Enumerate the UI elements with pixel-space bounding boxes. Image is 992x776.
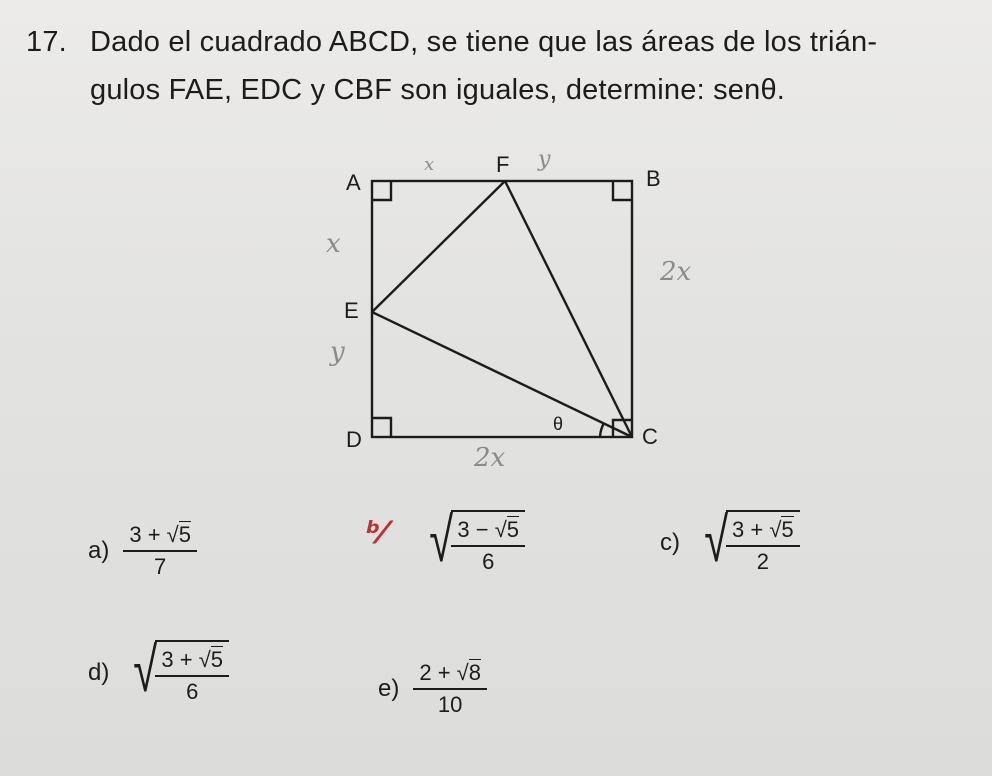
- option-c[interactable]: [660, 506, 800, 575]
- red-check-mark: ᵇ⁄: [366, 516, 386, 551]
- label-e: E: [344, 298, 359, 323]
- label-c: C: [642, 424, 658, 449]
- option-c-label: c): [660, 528, 680, 556]
- option-a-fraction: $\frac{3 + √5}{7}$: [123, 522, 197, 580]
- annotation-ae: x: [326, 229, 341, 259]
- option-b-radical: √ $\frac{3 - √5}{6}$: [419, 510, 525, 575]
- annotation-af: x: [424, 154, 435, 175]
- option-b-label: [384, 529, 405, 557]
- problem-statement: [26, 18, 976, 114]
- option-d-radical: √ $\frac{3 + √5}{6}$: [123, 640, 229, 705]
- square-figure: [300, 140, 700, 470]
- problem-text-line1: Dado el cuadrado ABCD, se tiene que las áreas de los trián-: [90, 26, 878, 58]
- option-a-label: a): [88, 537, 110, 564]
- label-b: B: [646, 166, 661, 191]
- option-b[interactable]: [384, 506, 525, 575]
- option-a[interactable]: [88, 522, 197, 580]
- square-abcd: [372, 181, 632, 437]
- option-e-fraction: $\frac{2 + √8}{10}$: [413, 660, 487, 718]
- segment-ec: [372, 312, 632, 437]
- option-e-label: e): [378, 675, 400, 702]
- annotation-fb: y: [538, 147, 551, 172]
- label-theta: θ: [553, 414, 564, 434]
- annotation-ed: y: [330, 337, 345, 367]
- option-d-label: d): [88, 658, 110, 686]
- problem-text-line2: gulos FAE, EDC y CBF son iguales, determine: senθ.: [90, 74, 786, 106]
- label-d: D: [346, 427, 362, 452]
- annotation-dc: 2x: [474, 443, 506, 470]
- right-angle-d: [372, 418, 391, 437]
- problem-number: 17.: [26, 26, 67, 58]
- option-e[interactable]: [378, 660, 487, 718]
- theta-arc: [600, 423, 604, 437]
- option-c-radical: √ $\frac{3 + √5}{2}$: [694, 510, 800, 575]
- label-f: F: [496, 152, 510, 177]
- right-angle-a: [372, 181, 391, 200]
- option-d[interactable]: [88, 636, 229, 705]
- label-a: A: [346, 170, 361, 195]
- annotation-bc: 2x: [660, 257, 692, 287]
- right-angle-b: [613, 181, 632, 200]
- segment-fc: [505, 181, 632, 437]
